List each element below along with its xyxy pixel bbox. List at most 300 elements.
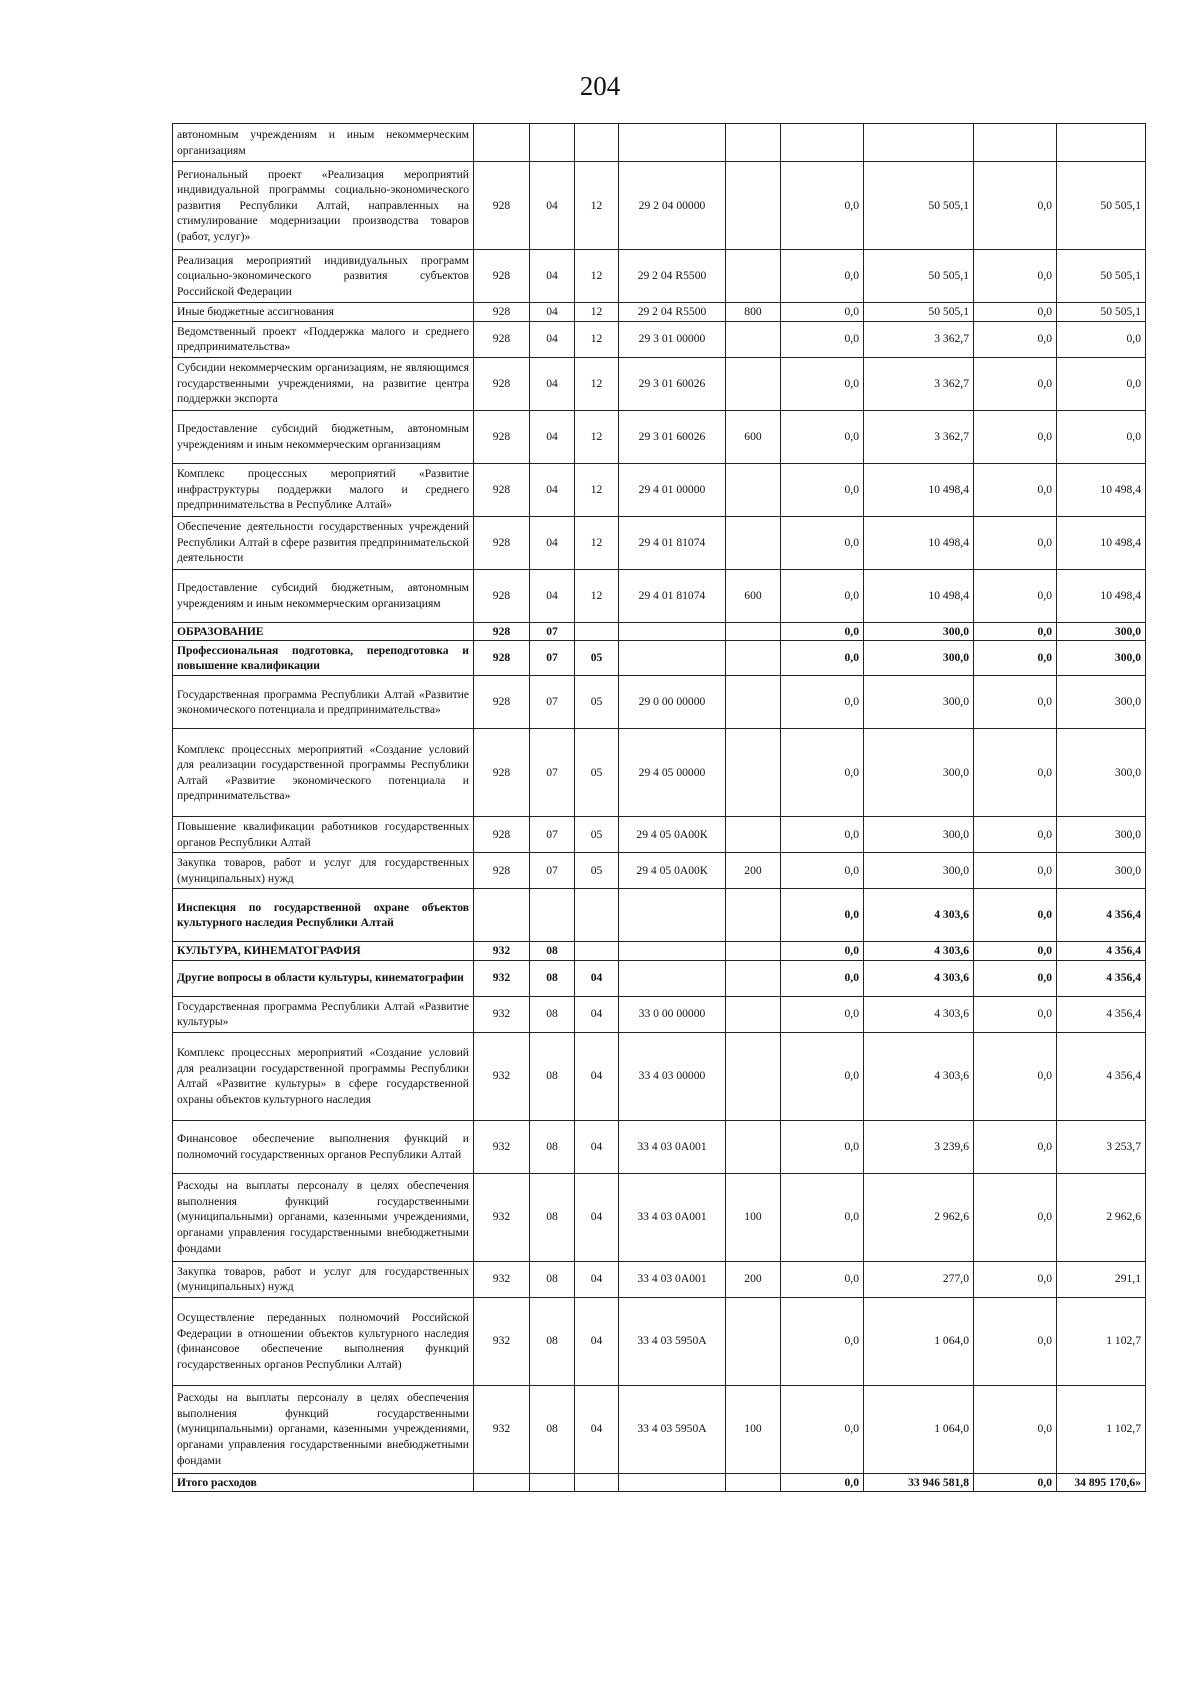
- expense-type-cell: 200: [726, 1261, 781, 1297]
- amount-1-cell: 0,0: [781, 410, 864, 463]
- admin-code-cell: 932: [474, 960, 530, 996]
- table-row: [173, 729, 1146, 817]
- expense-name-cell: Обеспечение деятельности государственных учреждений Республики Алтай в сфере развития предпринимательской деятельности: [173, 516, 474, 569]
- amount-2-cell: 300,0: [864, 622, 974, 641]
- table-row: [173, 410, 1146, 463]
- section-cell: 04: [530, 569, 575, 622]
- amount-3-cell: 0,0: [974, 1261, 1057, 1297]
- expense-type-cell: 600: [726, 569, 781, 622]
- target-article-cell: [619, 622, 726, 641]
- amount-3-cell: 0,0: [974, 162, 1057, 250]
- target-article-cell: 33 4 03 5950А: [619, 1385, 726, 1473]
- amount-3-cell: 0,0: [974, 1297, 1057, 1385]
- subsection-cell: 12: [575, 569, 619, 622]
- expense-type-cell: [726, 516, 781, 569]
- section-cell: 08: [530, 996, 575, 1032]
- admin-code-cell: 932: [474, 1032, 530, 1120]
- subsection-cell: 04: [575, 960, 619, 996]
- admin-code-cell: 928: [474, 357, 530, 410]
- table-row: [173, 1032, 1146, 1120]
- amount-1-cell: 0,0: [781, 516, 864, 569]
- expense-name-cell: Расходы на выплаты персоналу в целях обеспечения выполнения функций государственными (муниципальными) органами, казенными учреждениями, органами управления государственными внебюджетными фондами: [173, 1385, 474, 1473]
- amount-3-cell: 0,0: [974, 410, 1057, 463]
- amount-2-cell: 10 498,4: [864, 463, 974, 516]
- amount-2-cell: 50 505,1: [864, 250, 974, 303]
- admin-code-cell: 928: [474, 303, 530, 322]
- amount-4-cell: 4 356,4: [1057, 960, 1146, 996]
- amount-4-cell: [1057, 124, 1146, 162]
- expense-type-cell: 200: [726, 853, 781, 889]
- subsection-cell: [575, 124, 619, 162]
- expense-type-cell: [726, 641, 781, 676]
- amount-3-cell: 0,0: [974, 463, 1057, 516]
- subsection-cell: 12: [575, 357, 619, 410]
- amount-2-cell: 3 239,6: [864, 1120, 974, 1173]
- amount-1-cell: 0,0: [781, 1173, 864, 1261]
- target-article-cell: 33 4 03 0А001: [619, 1173, 726, 1261]
- expense-name-cell: Профессиональная подготовка, переподготовка и повышение квалификации: [173, 641, 474, 676]
- amount-2-cell: 300,0: [864, 817, 974, 853]
- admin-code-cell: [474, 889, 530, 942]
- amount-4-cell: 1 102,7: [1057, 1385, 1146, 1473]
- amount-4-cell: 50 505,1: [1057, 303, 1146, 322]
- table-row: [173, 641, 1146, 676]
- target-article-cell: 29 3 01 00000: [619, 321, 726, 357]
- expense-type-cell: [726, 676, 781, 729]
- expense-name-cell: автономным учреждениям и иным некоммерческим организациям: [173, 124, 474, 162]
- expense-type-cell: [726, 729, 781, 817]
- expense-type-cell: 100: [726, 1173, 781, 1261]
- subsection-cell: 04: [575, 1032, 619, 1120]
- expense-name-cell: Государственная программа Республики Алтай «Развитие культуры»: [173, 996, 474, 1032]
- section-cell: 07: [530, 729, 575, 817]
- amount-1-cell: 0,0: [781, 303, 864, 322]
- section-cell: 04: [530, 250, 575, 303]
- amount-3-cell: 0,0: [974, 996, 1057, 1032]
- amount-1-cell: 0,0: [781, 1120, 864, 1173]
- table-row: [173, 1385, 1146, 1473]
- subsection-cell: 05: [575, 853, 619, 889]
- amount-3-cell: 0,0: [974, 1473, 1057, 1492]
- amount-3-cell: 0,0: [974, 1385, 1057, 1473]
- table-row: [173, 463, 1146, 516]
- amount-1-cell: 0,0: [781, 817, 864, 853]
- amount-1-cell: 0,0: [781, 622, 864, 641]
- table-row: [173, 357, 1146, 410]
- expense-name-cell: КУЛЬТУРА, КИНЕМАТОГРАФИЯ: [173, 942, 474, 961]
- amount-1-cell: 0,0: [781, 1032, 864, 1120]
- subsection-cell: 05: [575, 729, 619, 817]
- amount-3-cell: 0,0: [974, 1173, 1057, 1261]
- section-cell: 08: [530, 1261, 575, 1297]
- amount-1-cell: 0,0: [781, 960, 864, 996]
- table-row: [173, 516, 1146, 569]
- subsection-cell: 04: [575, 1297, 619, 1385]
- subsection-cell: 04: [575, 1173, 619, 1261]
- expense-type-cell: [726, 817, 781, 853]
- amount-1-cell: 0,0: [781, 250, 864, 303]
- table-row: [173, 817, 1146, 853]
- amount-2-cell: 300,0: [864, 676, 974, 729]
- subsection-cell: 12: [575, 162, 619, 250]
- amount-2-cell: 300,0: [864, 641, 974, 676]
- admin-code-cell: 928: [474, 622, 530, 641]
- subsection-cell: 04: [575, 1261, 619, 1297]
- section-cell: 08: [530, 942, 575, 961]
- amount-4-cell: 10 498,4: [1057, 463, 1146, 516]
- table-row: [173, 303, 1146, 322]
- amount-1-cell: 0,0: [781, 463, 864, 516]
- amount-3-cell: 0,0: [974, 303, 1057, 322]
- expense-type-cell: 100: [726, 1385, 781, 1473]
- amount-2-cell: 3 362,7: [864, 410, 974, 463]
- table-row: [173, 124, 1146, 162]
- amount-2-cell: 33 946 581,8: [864, 1473, 974, 1492]
- expense-name-cell: Комплекс процессных мероприятий «Развитие инфраструктуры поддержки малого и среднего предпринимательства в Республике Алтай»: [173, 463, 474, 516]
- admin-code-cell: 928: [474, 729, 530, 817]
- table-row: [173, 1173, 1146, 1261]
- subsection-cell: 05: [575, 641, 619, 676]
- amount-4-cell: 3 253,7: [1057, 1120, 1146, 1173]
- subsection-cell: 12: [575, 410, 619, 463]
- amount-4-cell: 4 356,4: [1057, 889, 1146, 942]
- amount-3-cell: 0,0: [974, 569, 1057, 622]
- amount-4-cell: 1 102,7: [1057, 1297, 1146, 1385]
- amount-2-cell: 1 064,0: [864, 1297, 974, 1385]
- section-cell: 07: [530, 641, 575, 676]
- expense-type-cell: [726, 250, 781, 303]
- admin-code-cell: 928: [474, 853, 530, 889]
- target-article-cell: 29 4 01 00000: [619, 463, 726, 516]
- expense-type-cell: [726, 162, 781, 250]
- table-row: [173, 676, 1146, 729]
- admin-code-cell: 928: [474, 162, 530, 250]
- expense-type-cell: [726, 622, 781, 641]
- expense-name-cell: Предоставление субсидий бюджетным, автономным учреждениям и иным некоммерческим организациям: [173, 569, 474, 622]
- amount-4-cell: 0,0: [1057, 321, 1146, 357]
- target-article-cell: 29 4 01 81074: [619, 516, 726, 569]
- admin-code-cell: 928: [474, 463, 530, 516]
- section-cell: 04: [530, 303, 575, 322]
- expense-type-cell: [726, 463, 781, 516]
- expense-name-cell: Ведомственный проект «Поддержка малого и среднего предпринимательства»: [173, 321, 474, 357]
- amount-2-cell: 300,0: [864, 729, 974, 817]
- amount-4-cell: 50 505,1: [1057, 250, 1146, 303]
- amount-3-cell: 0,0: [974, 250, 1057, 303]
- subsection-cell: 12: [575, 463, 619, 516]
- table-row: [173, 960, 1146, 996]
- expense-type-cell: [726, 1032, 781, 1120]
- expense-name-cell: Региональный проект «Реализация мероприятий индивидуальной программы социально-экономического развития Республики Алтай, направленных на стимулирование модернизации производства товаров (работ, услуг)»: [173, 162, 474, 250]
- amount-4-cell: 300,0: [1057, 729, 1146, 817]
- amount-2-cell: 50 505,1: [864, 303, 974, 322]
- section-cell: [530, 124, 575, 162]
- amount-3-cell: 0,0: [974, 729, 1057, 817]
- amount-2-cell: 4 303,6: [864, 942, 974, 961]
- amount-3-cell: 0,0: [974, 1120, 1057, 1173]
- amount-2-cell: 2 962,6: [864, 1173, 974, 1261]
- amount-1-cell: 0,0: [781, 1297, 864, 1385]
- expense-name-cell: Иные бюджетные ассигнования: [173, 303, 474, 322]
- expense-name-cell: Комплекс процессных мероприятий «Создание условий для реализации государственной программы Республики Алтай «Развитие культуры» в сфере государственной охраны объектов культурного наследия: [173, 1032, 474, 1120]
- section-cell: 07: [530, 853, 575, 889]
- section-cell: 07: [530, 817, 575, 853]
- amount-3-cell: 0,0: [974, 1032, 1057, 1120]
- amount-2-cell: 3 362,7: [864, 357, 974, 410]
- expense-name-cell: Реализация мероприятий индивидуальных программ социально-экономического развития субъектов Российской Федерации: [173, 250, 474, 303]
- expense-name-cell: Субсидии некоммерческим организациям, не являющимся государственными учреждениями, на развитие центра поддержки экспорта: [173, 357, 474, 410]
- expense-name-cell: Предоставление субсидий бюджетным, автономным учреждениям и иным некоммерческим организациям: [173, 410, 474, 463]
- amount-4-cell: 300,0: [1057, 622, 1146, 641]
- admin-code-cell: 932: [474, 1120, 530, 1173]
- amount-4-cell: 50 505,1: [1057, 162, 1146, 250]
- expense-name-cell: Повышение квалификации работников государственных органов Республики Алтай: [173, 817, 474, 853]
- amount-3-cell: 0,0: [974, 321, 1057, 357]
- target-article-cell: 29 2 04 R5500: [619, 250, 726, 303]
- expense-type-cell: [726, 996, 781, 1032]
- section-cell: 08: [530, 1173, 575, 1261]
- amount-2-cell: 4 303,6: [864, 889, 974, 942]
- amount-1-cell: 0,0: [781, 569, 864, 622]
- section-cell: 08: [530, 1120, 575, 1173]
- amount-4-cell: 4 356,4: [1057, 1032, 1146, 1120]
- target-article-cell: 33 0 00 00000: [619, 996, 726, 1032]
- amount-2-cell: 277,0: [864, 1261, 974, 1297]
- expense-name-cell: Финансовое обеспечение выполнения функций и полномочий государственных органов Республики Алтай: [173, 1120, 474, 1173]
- table-row: [173, 1297, 1146, 1385]
- section-cell: 08: [530, 1032, 575, 1120]
- expense-name-cell: Закупка товаров, работ и услуг для государственных (муниципальных) нужд: [173, 1261, 474, 1297]
- amount-1-cell: 0,0: [781, 1473, 864, 1492]
- target-article-cell: 33 4 03 0А001: [619, 1261, 726, 1297]
- amount-1-cell: 0,0: [781, 1261, 864, 1297]
- expense-type-cell: [726, 124, 781, 162]
- amount-4-cell: 10 498,4: [1057, 569, 1146, 622]
- expense-type-cell: [726, 321, 781, 357]
- target-article-cell: 33 4 03 0А001: [619, 1120, 726, 1173]
- expense-name-cell: Закупка товаров, работ и услуг для государственных (муниципальных) нужд: [173, 853, 474, 889]
- amount-4-cell: 4 356,4: [1057, 942, 1146, 961]
- amount-4-cell: 300,0: [1057, 817, 1146, 853]
- admin-code-cell: 928: [474, 516, 530, 569]
- section-cell: 04: [530, 463, 575, 516]
- section-cell: 07: [530, 676, 575, 729]
- amount-3-cell: 0,0: [974, 889, 1057, 942]
- expense-type-cell: [726, 942, 781, 961]
- section-cell: 08: [530, 1385, 575, 1473]
- table-row: [173, 1473, 1146, 1492]
- amount-3-cell: 0,0: [974, 676, 1057, 729]
- admin-code-cell: 928: [474, 569, 530, 622]
- subsection-cell: 04: [575, 996, 619, 1032]
- target-article-cell: [619, 124, 726, 162]
- subsection-cell: [575, 1473, 619, 1492]
- table-row: [173, 162, 1146, 250]
- amount-3-cell: [974, 124, 1057, 162]
- section-cell: 08: [530, 1297, 575, 1385]
- target-article-cell: [619, 1473, 726, 1492]
- section-cell: 07: [530, 622, 575, 641]
- section-cell: 08: [530, 960, 575, 996]
- amount-3-cell: 0,0: [974, 960, 1057, 996]
- table-row: [173, 569, 1146, 622]
- admin-code-cell: [474, 1473, 530, 1492]
- target-article-cell: 29 3 01 60026: [619, 410, 726, 463]
- amount-4-cell: 300,0: [1057, 676, 1146, 729]
- amount-1-cell: 0,0: [781, 996, 864, 1032]
- target-article-cell: 29 3 01 60026: [619, 357, 726, 410]
- section-cell: 04: [530, 516, 575, 569]
- subsection-cell: 12: [575, 516, 619, 569]
- amount-3-cell: 0,0: [974, 357, 1057, 410]
- amount-4-cell: 0,0: [1057, 357, 1146, 410]
- expense-name-cell: Осуществление переданных полномочий Российской Федерации в отношении объектов культурного наследия (финансовое обеспечение выполнения функций государственных органов Республики Алтай): [173, 1297, 474, 1385]
- amount-4-cell: 2 962,6: [1057, 1173, 1146, 1261]
- expense-name-cell: Другие вопросы в области культуры, кинематографии: [173, 960, 474, 996]
- amount-2-cell: 4 303,6: [864, 960, 974, 996]
- expense-name-cell: ОБРАЗОВАНИЕ: [173, 622, 474, 641]
- admin-code-cell: 932: [474, 1173, 530, 1261]
- admin-code-cell: 932: [474, 1297, 530, 1385]
- table-row: [173, 889, 1146, 942]
- table-row: [173, 996, 1146, 1032]
- admin-code-cell: 928: [474, 817, 530, 853]
- expense-type-cell: [726, 960, 781, 996]
- expense-type-cell: [726, 357, 781, 410]
- table-body: [173, 124, 1146, 1492]
- amount-4-cell: 10 498,4: [1057, 516, 1146, 569]
- expense-type-cell: [726, 889, 781, 942]
- expense-name-cell: Государственная программа Республики Алтай «Развитие экономического потенциала и предпринимательства»: [173, 676, 474, 729]
- amount-2-cell: 300,0: [864, 853, 974, 889]
- target-article-cell: 33 4 03 00000: [619, 1032, 726, 1120]
- amount-1-cell: 0,0: [781, 1385, 864, 1473]
- subsection-cell: [575, 942, 619, 961]
- amount-4-cell: 300,0: [1057, 853, 1146, 889]
- expense-type-cell: [726, 1297, 781, 1385]
- amount-1-cell: 0,0: [781, 889, 864, 942]
- amount-3-cell: 0,0: [974, 942, 1057, 961]
- amount-1-cell: 0,0: [781, 357, 864, 410]
- target-article-cell: 33 4 03 5950А: [619, 1297, 726, 1385]
- amount-1-cell: 0,0: [781, 641, 864, 676]
- admin-code-cell: 928: [474, 321, 530, 357]
- expense-name-cell: Инспекция по государственной охране объектов культурного наследия Республики Алтай: [173, 889, 474, 942]
- table-row: [173, 853, 1146, 889]
- amount-3-cell: 0,0: [974, 817, 1057, 853]
- subsection-cell: 04: [575, 1385, 619, 1473]
- admin-code-cell: 932: [474, 942, 530, 961]
- amount-2-cell: 4 303,6: [864, 996, 974, 1032]
- table-row: [173, 1261, 1146, 1297]
- amount-4-cell: 0,0: [1057, 410, 1146, 463]
- amount-3-cell: 0,0: [974, 641, 1057, 676]
- expense-type-cell: [726, 1473, 781, 1492]
- page-number: 204: [579, 71, 621, 101]
- admin-code-cell: 932: [474, 996, 530, 1032]
- expense-name-cell: Итого расходов: [173, 1473, 474, 1492]
- table-row: [173, 942, 1146, 961]
- subsection-cell: 05: [575, 817, 619, 853]
- amount-1-cell: 0,0: [781, 729, 864, 817]
- section-cell: 04: [530, 410, 575, 463]
- target-article-cell: [619, 889, 726, 942]
- expense-name-cell: Расходы на выплаты персоналу в целях обеспечения выполнения функций государственными (муниципальными) органами, казенными учреждениями, органами управления государственными внебюджетными фондами: [173, 1173, 474, 1261]
- subsection-cell: 12: [575, 321, 619, 357]
- target-article-cell: 29 4 05 0А00К: [619, 817, 726, 853]
- amount-2-cell: 10 498,4: [864, 569, 974, 622]
- subsection-cell: 12: [575, 250, 619, 303]
- expense-name-cell: Комплекс процессных мероприятий «Создание условий для реализации государственной программы Республики Алтай «Развитие экономического потенциала и предпринимательства»: [173, 729, 474, 817]
- expense-type-cell: 800: [726, 303, 781, 322]
- budget-table: [172, 123, 1146, 1492]
- amount-1-cell: 0,0: [781, 853, 864, 889]
- section-cell: 04: [530, 321, 575, 357]
- admin-code-cell: 928: [474, 676, 530, 729]
- amount-4-cell: 291,1: [1057, 1261, 1146, 1297]
- expense-type-cell: 600: [726, 410, 781, 463]
- amount-2-cell: [864, 124, 974, 162]
- amount-2-cell: 1 064,0: [864, 1385, 974, 1473]
- table-row: [173, 321, 1146, 357]
- table-row: [173, 622, 1146, 641]
- section-cell: 04: [530, 357, 575, 410]
- subsection-cell: 04: [575, 1120, 619, 1173]
- target-article-cell: 29 2 04 R5500: [619, 303, 726, 322]
- target-article-cell: 29 4 05 0А00К: [619, 853, 726, 889]
- amount-3-cell: 0,0: [974, 853, 1057, 889]
- admin-code-cell: 932: [474, 1261, 530, 1297]
- section-cell: 04: [530, 162, 575, 250]
- amount-1-cell: 0,0: [781, 942, 864, 961]
- target-article-cell: [619, 641, 726, 676]
- table-row: [173, 250, 1146, 303]
- target-article-cell: 29 4 01 81074: [619, 569, 726, 622]
- admin-code-cell: 932: [474, 1385, 530, 1473]
- target-article-cell: 29 2 04 00000: [619, 162, 726, 250]
- amount-3-cell: 0,0: [974, 622, 1057, 641]
- admin-code-cell: [474, 124, 530, 162]
- amount-4-cell: 4 356,4: [1057, 996, 1146, 1032]
- table-row: [173, 1120, 1146, 1173]
- amount-2-cell: 3 362,7: [864, 321, 974, 357]
- target-article-cell: 29 4 05 00000: [619, 729, 726, 817]
- subsection-cell: 12: [575, 303, 619, 322]
- amount-1-cell: [781, 124, 864, 162]
- target-article-cell: 29 0 00 00000: [619, 676, 726, 729]
- amount-1-cell: 0,0: [781, 162, 864, 250]
- admin-code-cell: 928: [474, 250, 530, 303]
- target-article-cell: [619, 942, 726, 961]
- amount-4-cell: 34 895 170,6»: [1057, 1473, 1146, 1492]
- amount-2-cell: 50 505,1: [864, 162, 974, 250]
- amount-1-cell: 0,0: [781, 321, 864, 357]
- subsection-cell: [575, 889, 619, 942]
- amount-3-cell: 0,0: [974, 516, 1057, 569]
- section-cell: [530, 1473, 575, 1492]
- admin-code-cell: 928: [474, 410, 530, 463]
- amount-2-cell: 10 498,4: [864, 516, 974, 569]
- amount-1-cell: 0,0: [781, 676, 864, 729]
- target-article-cell: [619, 960, 726, 996]
- section-cell: [530, 889, 575, 942]
- subsection-cell: [575, 622, 619, 641]
- expense-type-cell: [726, 1120, 781, 1173]
- subsection-cell: 05: [575, 676, 619, 729]
- admin-code-cell: 928: [474, 641, 530, 676]
- amount-4-cell: 300,0: [1057, 641, 1146, 676]
- amount-2-cell: 4 303,6: [864, 1032, 974, 1120]
